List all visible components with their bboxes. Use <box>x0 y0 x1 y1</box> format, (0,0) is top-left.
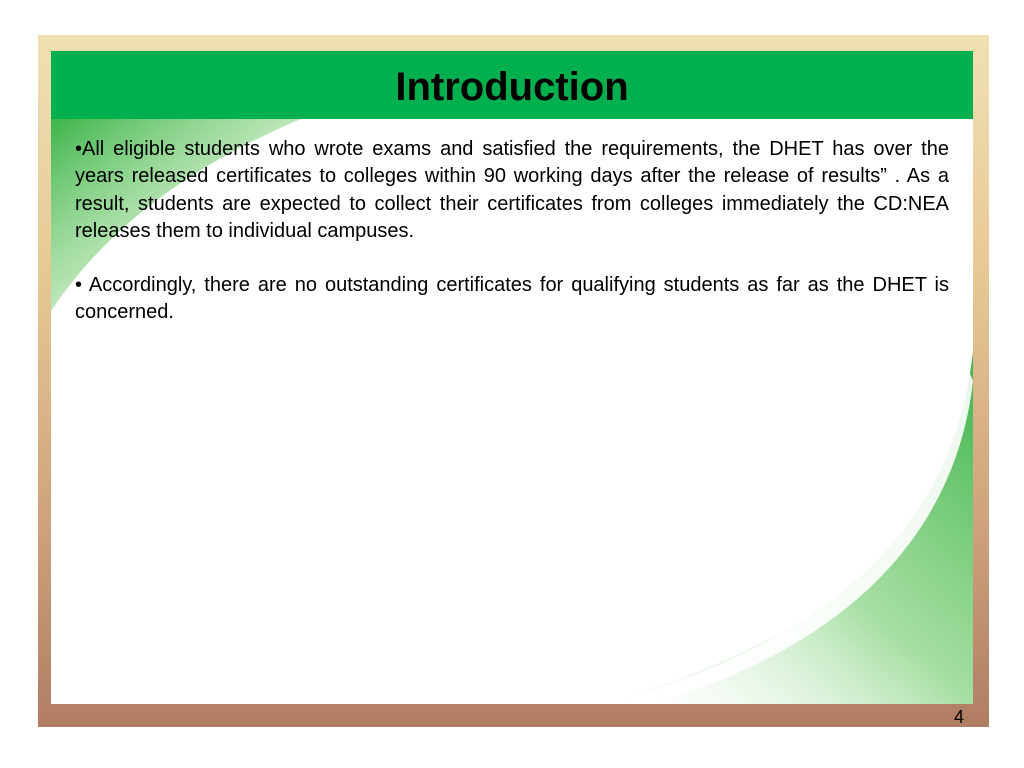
page-number: 4 <box>953 707 964 727</box>
title-bar <box>51 51 973 119</box>
bullet-item-1 <box>75 136 949 245</box>
bullet-text-2: Accordingly, there are no outstanding certificates for qualifying students as far as the DHET is concerned. <box>75 274 949 324</box>
bullet-dot-icon: • <box>75 274 83 297</box>
slide-body <box>75 136 949 354</box>
bullet-item-2 <box>75 272 949 327</box>
bullet-dot-icon: • <box>75 138 83 160</box>
bullet-text-1: All eligible students who wrote exams and satisfied the requirements, the DHET has over the years released certificates to colleges within 90 working days after the release of results” . As a result, students are expected to collect their certificates from colleges immediately the CD:NEA releases them to individual campuses. <box>75 138 949 242</box>
slide-title: Introduction <box>395 64 629 109</box>
